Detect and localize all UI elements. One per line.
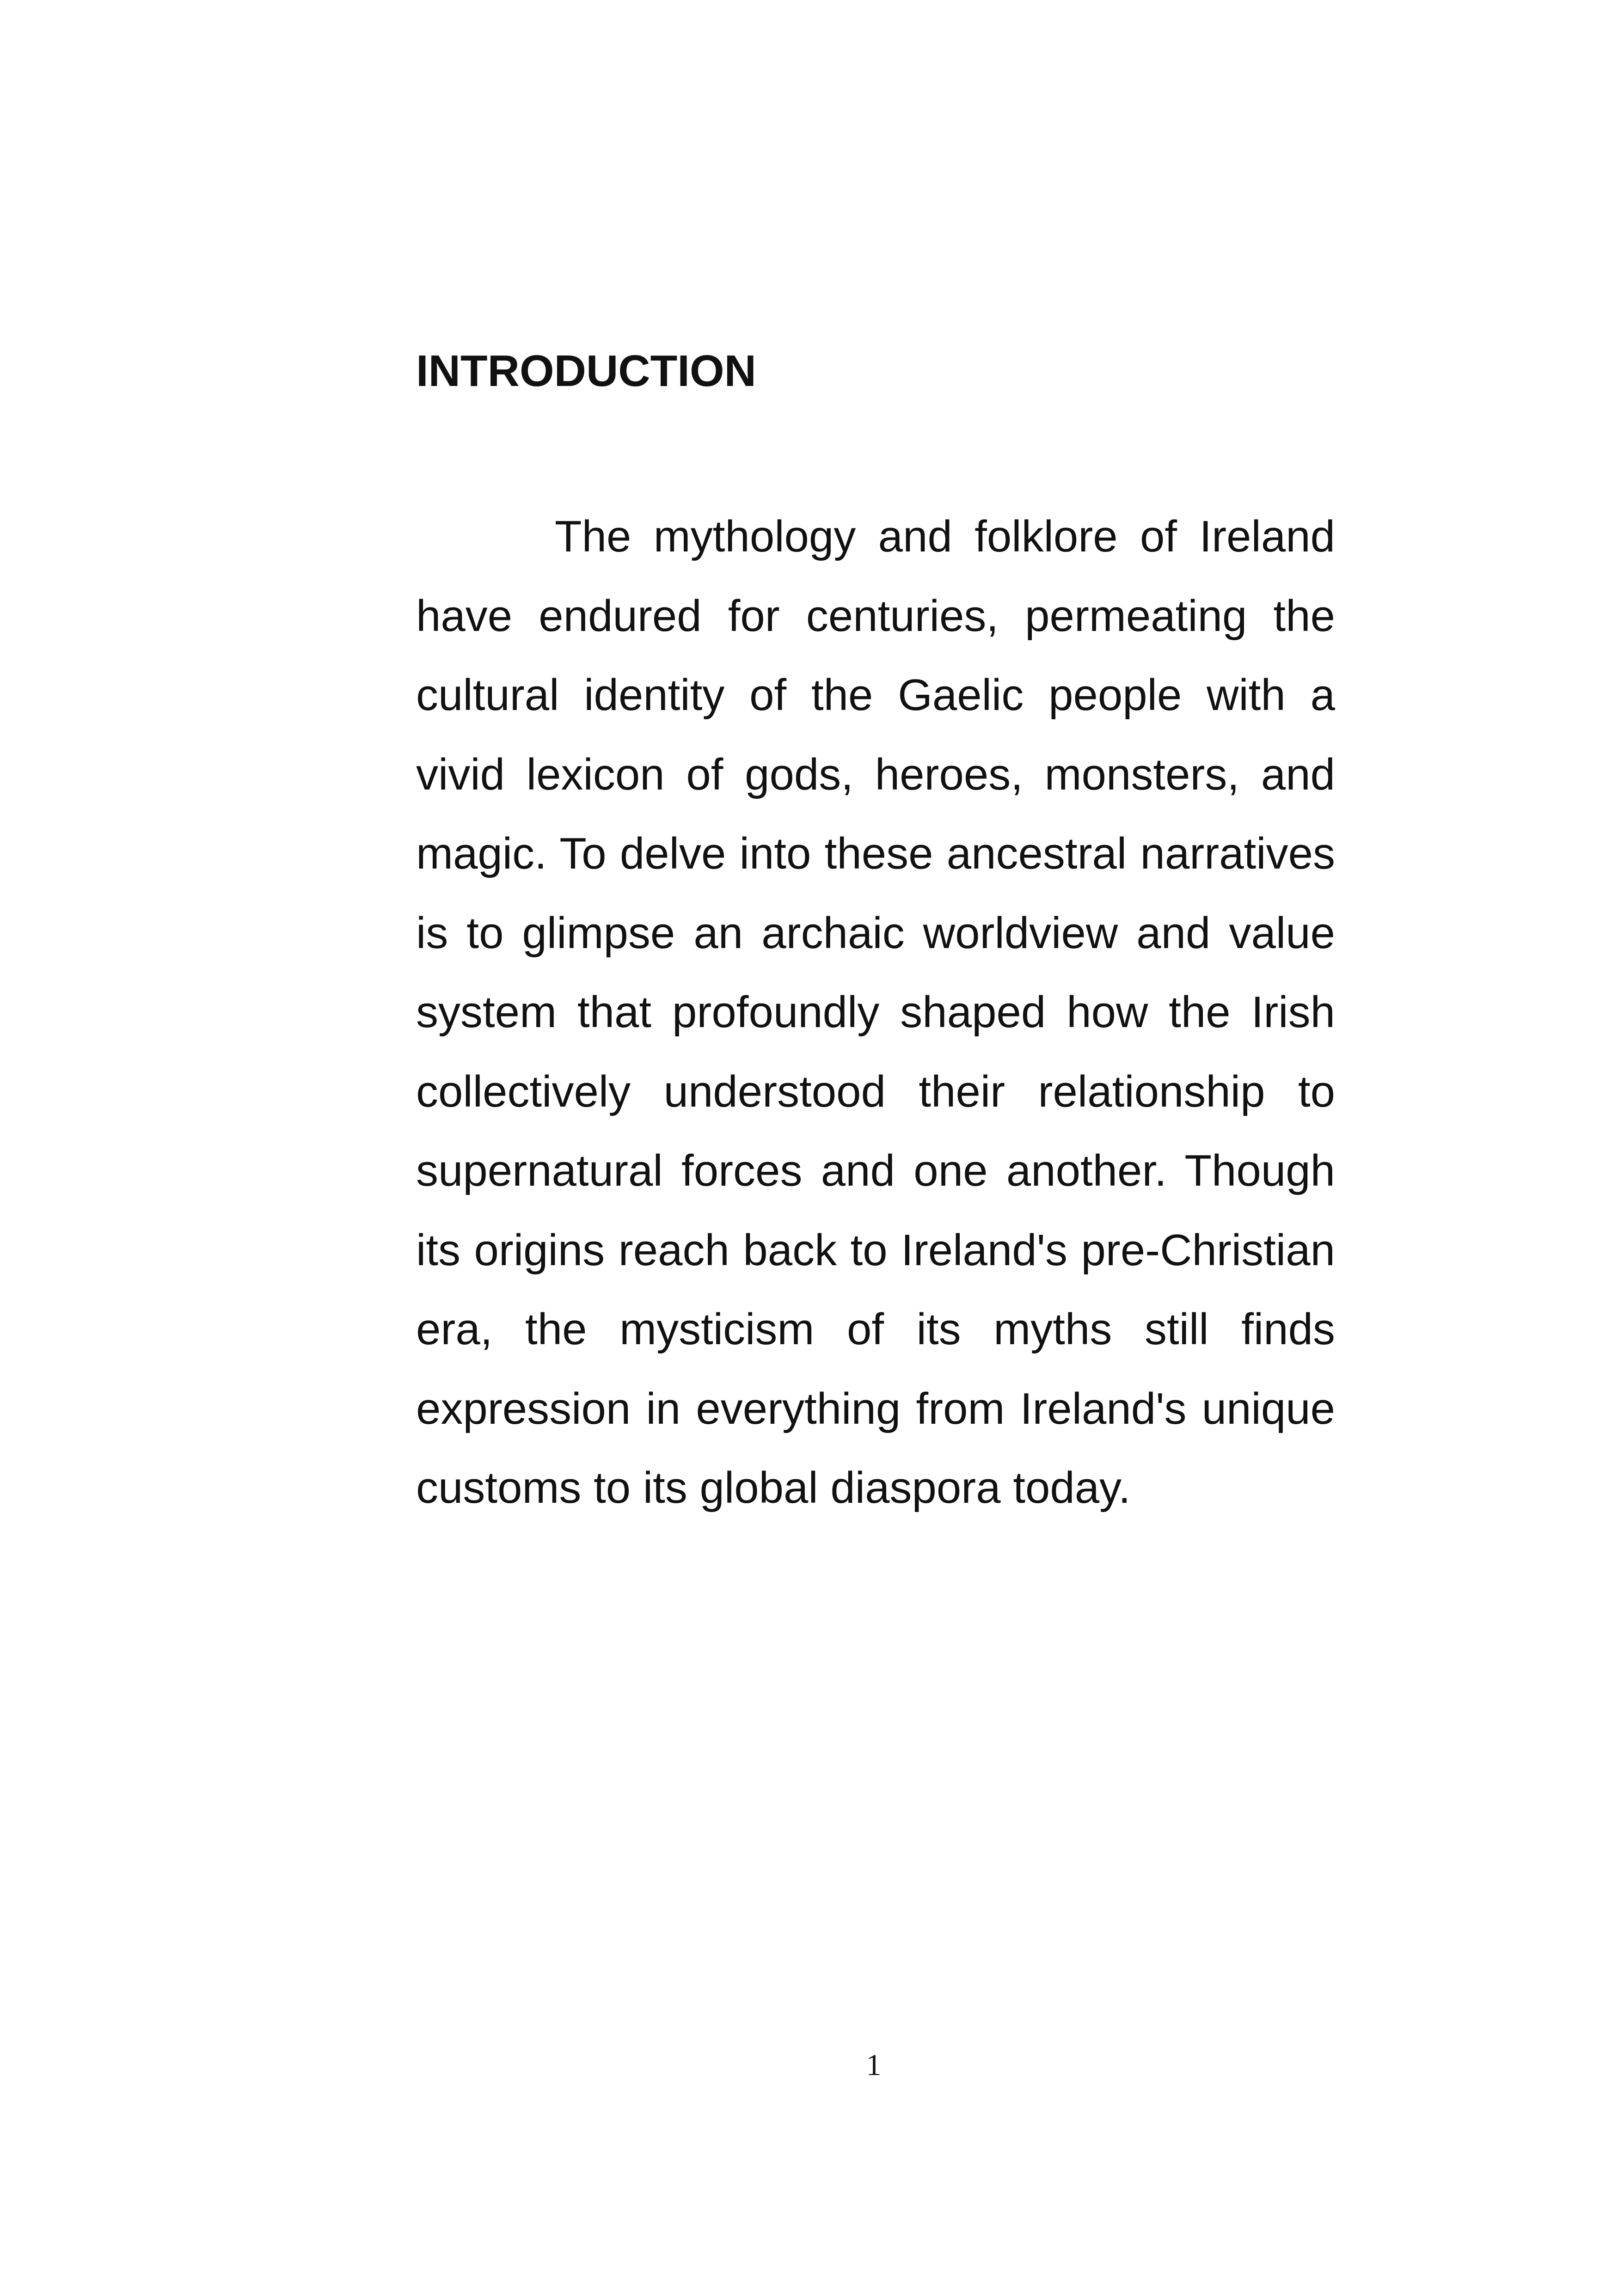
page-number: 1 — [866, 2048, 882, 2082]
section-heading: INTRODUCTION — [416, 346, 756, 396]
introduction-paragraph: The mythology and folklore of Ireland have endured for centuries, permeating the cultural identity of the Gaelic people with a vivid lexicon of gods, heroes, monsters, and magic. To delve into these ancestral narratives is to glimpse an archaic worldview and value system that profoundly shaped how the Irish collectively understood their relationship to supernatural forces and one another. Though its origins reach back to Ireland's pre-Christian era, the mysticism of its myths still finds expression in everything from Ireland's unique customs to its global diaspora today. — [416, 512, 1335, 1512]
